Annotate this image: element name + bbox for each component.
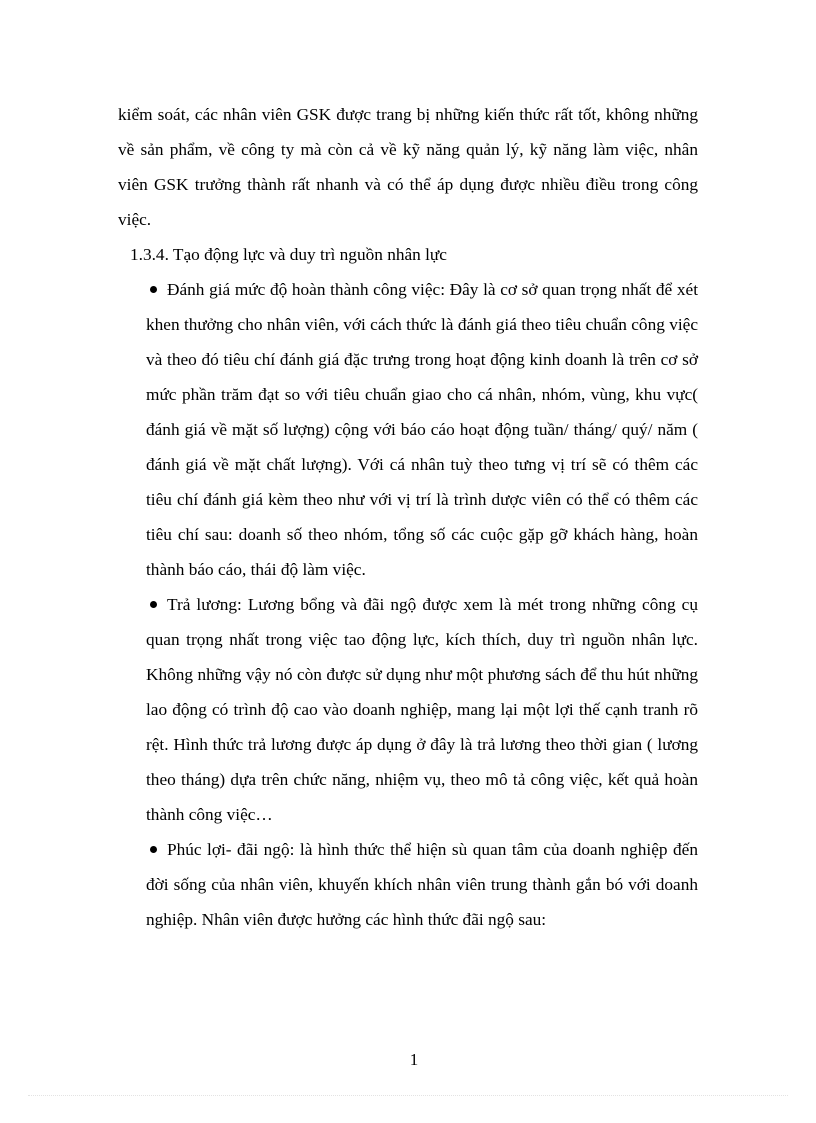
bullet-dot-icon <box>150 846 157 853</box>
page-bottom-divider <box>28 1095 788 1096</box>
intro-paragraph: kiểm soát, các nhân viên GSK được trang bị những kiến thức rất tốt, không những về sản phẩm, về công ty mà còn cả về kỹ năng quản lý, kỹ năng làm việc, nhân viên GSK trưởng thành rất nhanh và có thể áp dụng được nhiều điều trong công việc. <box>118 105 698 229</box>
page-number: 1 <box>409 1050 419 1069</box>
page-body <box>118 97 698 937</box>
bullet-text: Đánh giá mức độ hoàn thành công việc: Đây là cơ sở quan trọng nhất để xét khen thưởng cho nhân viên, với cách thức là đánh giá theo tiêu chuẩn công việc và theo đó tiêu chí đánh giá đặc trưng trong hoạt động kinh doanh là trên cơ sở mức phần trăm đạt so với tiêu chuẩn giao cho cá nhân, nhóm, vùng, khu vực( đánh giá về mặt số lượng) cộng với báo cáo hoạt động tuần/ tháng/ quý/ năm ( đánh giá về mặt chất lượng). Với cá nhân tuỳ theo tưng vị trí sẽ có thêm các tiêu chí đánh giá kèm theo như với vị trí là trình dược viên có thể có thêm các tiêu chí sau: doanh số theo nhóm, tổng số các cuộc gặp gỡ khách hàng, hoàn thành báo cáo, thái độ làm việc. <box>146 280 698 579</box>
bullet-text: Phúc lợi- đãi ngộ: là hình thức thể hiện sù quan tâm của doanh nghiệp đến đời sống của nhân viên, khuyến khích nhân viên trung thành gắn bó với doanh nghiệp. Nhân viên được hưởng các hình thức đãi ngộ sau: <box>146 840 698 929</box>
section-heading: 1.3.4. Tạo động lực và duy trì nguồn nhân lực <box>130 245 447 264</box>
bullet-item-performance-evaluation <box>118 272 698 587</box>
bullet-dot-icon <box>150 286 157 293</box>
bullet-text: Trả lương: Lương bổng và đãi ngộ được xem là mét trong những công cụ quan trọng nhất trong việc tao động lực, kích thích, duy trì nguồn nhân lực. Không những vậy nó còn được sử dụng như một phương sách để thu hút những lao động có trình độ cao vào doanh nghiệp, mang lại một lợi thế cạnh tranh rõ rệt. Hình thức trả lương được áp dụng ở đây là trả lương theo thời gian ( lương theo tháng) dựa trên chức năng, nhiệm vụ, theo mô tả công việc, kết quả hoàn thành công việc… <box>146 595 698 824</box>
bullet-item-salary <box>118 587 698 832</box>
bullet-item-welfare <box>118 832 698 937</box>
bullet-dot-icon <box>150 601 157 608</box>
